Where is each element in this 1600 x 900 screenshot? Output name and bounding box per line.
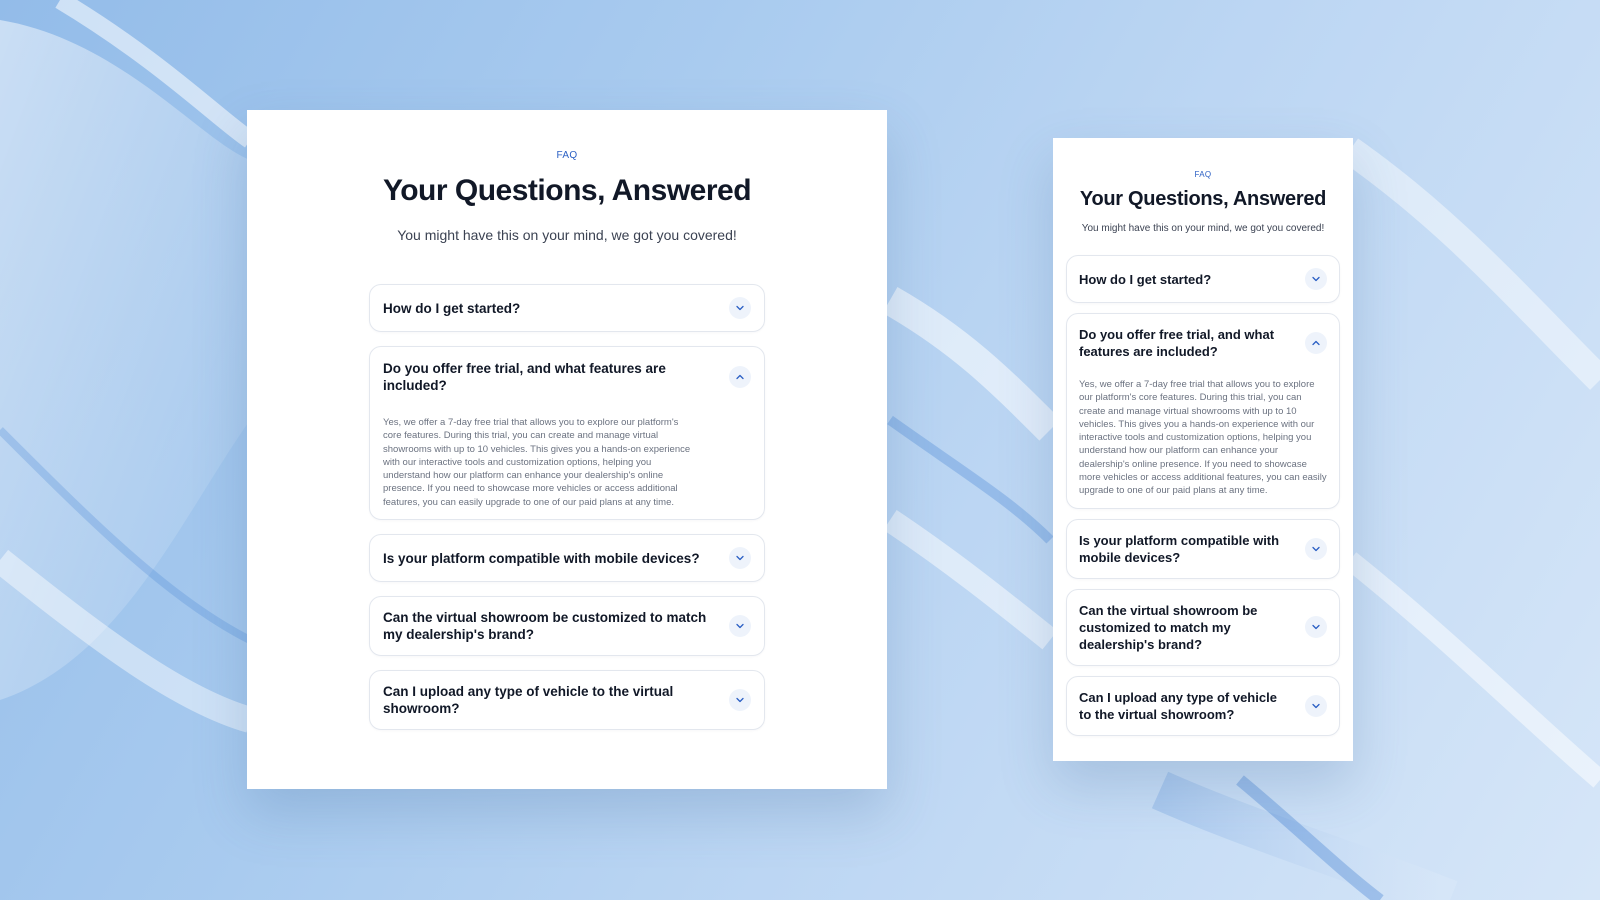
faq-item (369, 670, 765, 730)
faq-question: Can I upload any type of vehicle to the virtual showroom? (383, 684, 674, 717)
faq-list (369, 284, 765, 730)
faq-toggle[interactable] (370, 285, 764, 331)
chevron-up-icon[interactable] (729, 366, 751, 388)
faq-title: Your Questions, Answered (382, 174, 752, 207)
faq-title: Your Questions, Answered (1079, 188, 1327, 210)
chevron-down-icon[interactable] (729, 297, 751, 319)
faq-toggle[interactable] (370, 347, 764, 408)
chevron-down-icon[interactable] (1305, 268, 1327, 290)
faq-question: Can the virtual showroom be customized to match my dealership's brand? (383, 610, 707, 643)
faq-question: Is your platform compatible with mobile devices? (383, 550, 700, 566)
faq-item-expanded (369, 346, 765, 520)
faq-toggle[interactable] (1067, 590, 1339, 665)
faq-item (1066, 589, 1340, 666)
faq-answer: Yes, we offer a 7-day free trial that allows you to explore our platform's core features. During this trial, you can create and manage virtual showrooms with up to 10 vehicles. This gives you a hands-on experience with our interactive tools and customization options, helping you understand how our platform can enhance your dealership's online presence. If you need to showcase more vehicles or access additional features, you can easily upgrade to one of our paid plans at any time. (383, 417, 691, 508)
faq-toggle[interactable] (370, 597, 764, 655)
faq-question: Do you offer free trial, and what features are included? (383, 361, 666, 393)
faq-item-expanded (1066, 313, 1340, 509)
chevron-down-icon[interactable] (729, 615, 751, 637)
faq-list (1066, 255, 1340, 736)
chevron-down-icon[interactable] (729, 689, 751, 711)
faq-item (1066, 676, 1340, 736)
faq-item (369, 534, 765, 582)
faq-toggle[interactable] (1067, 520, 1339, 578)
chevron-down-icon[interactable] (1305, 695, 1327, 717)
chevron-down-icon[interactable] (1305, 616, 1327, 638)
chevron-down-icon[interactable] (1305, 538, 1327, 560)
faq-eyebrow: FAQ (1194, 170, 1212, 179)
faq-item (369, 596, 765, 656)
faq-question: How do I get started? (383, 300, 521, 316)
faq-question: Do you offer free trial, and what features are included? (1079, 327, 1275, 359)
faq-eyebrow: FAQ (556, 150, 578, 161)
faq-toggle[interactable] (1067, 677, 1339, 735)
faq-answer: Yes, we offer a 7-day free trial that allows you to explore our platform's core features. During this trial, you can create and manage virtual showrooms with up to 10 vehicles. This gives you a hands-on experience with our interactive tools and customization options, helping you understand how our platform can enhance your dealership's online presence. If you need to showcase more vehicles or access additional features, you can easily upgrade to one of our paid plans at any time. (1079, 379, 1327, 497)
faq-toggle[interactable] (370, 671, 764, 729)
faq-card-mobile (1053, 138, 1353, 761)
faq-question: How do I get started? (1079, 271, 1212, 287)
faq-toggle[interactable] (1067, 314, 1339, 372)
faq-toggle[interactable] (1067, 256, 1339, 302)
faq-question: Can the virtual showroom be customized to match my dealership's brand? (1079, 602, 1258, 652)
faq-card-desktop (247, 110, 887, 789)
faq-toggle[interactable] (370, 535, 764, 581)
faq-item (1066, 255, 1340, 303)
faq-question: Is your platform compatible with mobile devices? (1079, 532, 1280, 565)
faq-question: Can I upload any type of vehicle to the virtual showroom? (1079, 689, 1277, 722)
chevron-up-icon[interactable] (1305, 332, 1327, 354)
faq-item (369, 284, 765, 332)
chevron-down-icon[interactable] (729, 547, 751, 569)
faq-subtitle: You might have this on your mind, we got you covered! (397, 227, 737, 243)
faq-subtitle: You might have this on your mind, we got you covered! (1081, 223, 1325, 234)
faq-item (1066, 519, 1340, 579)
